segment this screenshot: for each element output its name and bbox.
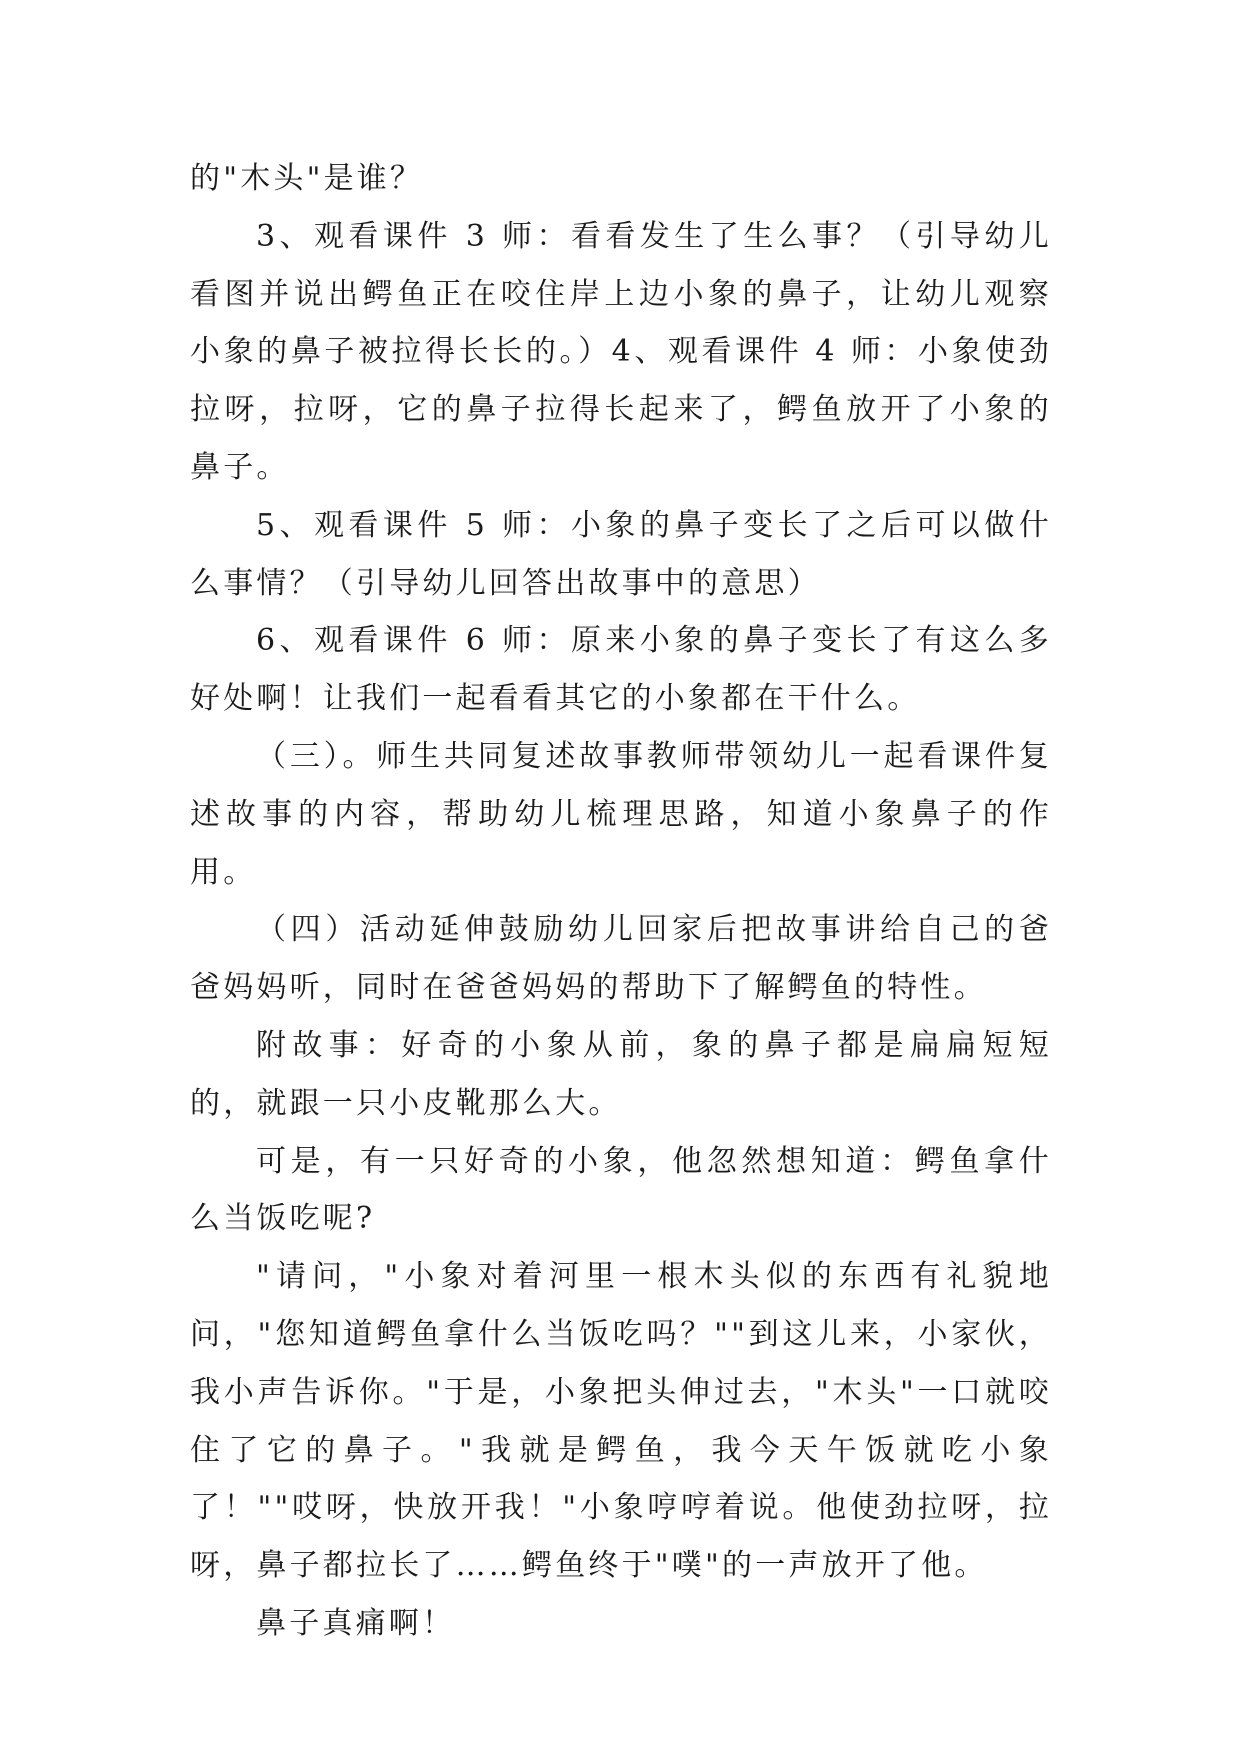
paragraph-story-end: 鼻子真痛啊！ <box>256 1605 456 1641</box>
paragraph-story-intro: 附故事：好奇的小象从前，象的鼻子都是扁扁短短的，就跟一只小皮靴那么大。 <box>190 1027 1052 1121</box>
paragraph-courseware-6: 6、观看课件 6 师：原来小象的鼻子变长了有这么多好处啊！让我们一起看看其它的小象都在干什么。 <box>190 623 1052 717</box>
paragraph-section-4: （四）活动延伸鼓励幼儿回家后把故事讲给自己的爸爸妈妈听，同时在爸爸妈妈的帮助下了解鳄鱼的特性。 <box>190 912 1052 1006</box>
document-body <box>190 150 1052 1653</box>
paragraph-courseware-5: 5、观看课件 5 师：小象的鼻子变长了之后可以做什么事情？（引导幼儿回答出故事中的意思） <box>190 507 1052 601</box>
paragraph-story-dialogue: "请问，"小象对着河里一根木头似的东西有礼貌地问，"您知道鳄鱼拿什么当饭吃吗？""到这儿来，小家伙，我小声告诉你。"于是，小象把头伸过去，"木头"一口就咬住了它的鼻子。"我就是鳄鱼，我今天午饭就吃小象了！""哎呀，快放开我！"小象哼哼着说。他使劲拉呀，拉呀，鼻子都拉长了……鳄鱼终于"噗"的一声放开了他。 <box>190 1259 1052 1584</box>
paragraph-section-3: （三）。师生共同复述故事教师带领幼儿一起看课件复述故事的内容，帮助幼儿梳理思路，知道小象鼻子的作用。 <box>190 738 1052 890</box>
paragraph-continuation: 的"木头"是谁？ <box>190 161 424 196</box>
paragraph-story-question: 可是，有一只好奇的小象，他忽然想知道：鳄鱼拿什么当饭吃呢? <box>190 1143 1052 1237</box>
paragraph-courseware-3-4: 3、观看课件 3 师：看看发生了生么事？（引导幼儿看图并说出鳄鱼正在咬住岸上边小象的鼻子，让幼儿观察小象的鼻子被拉得长长的。）4、观看课件 4 师：小象使劲拉呀，拉呀，它的鼻子拉得长起来了，鳄鱼放开了小象的鼻子。 <box>190 218 1052 485</box>
